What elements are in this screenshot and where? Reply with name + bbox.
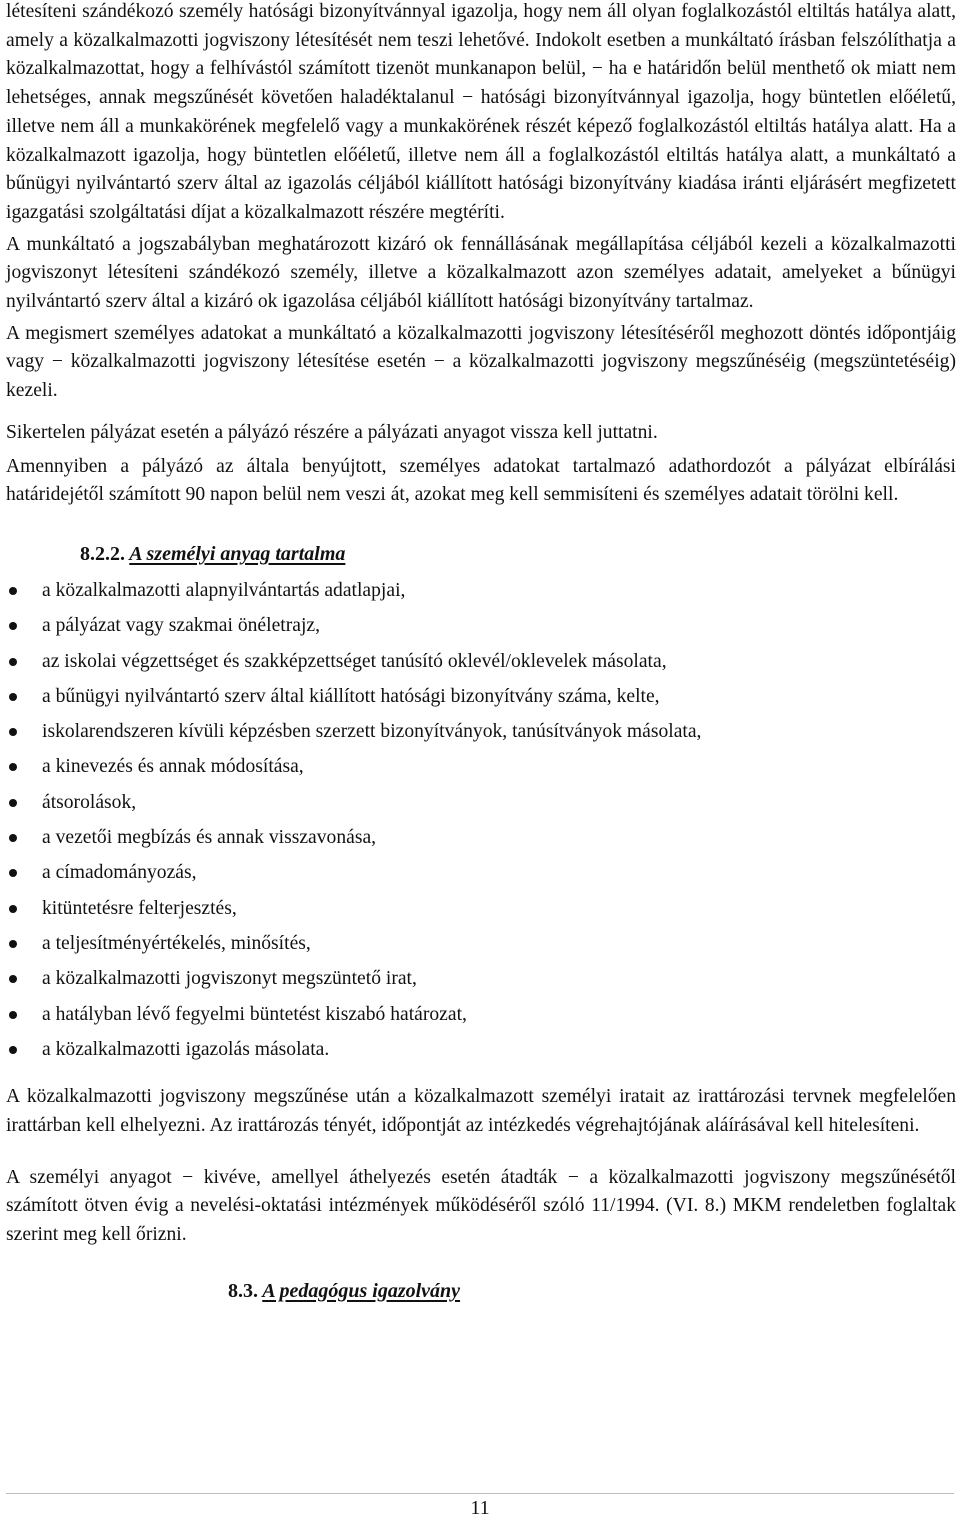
bullet-icon	[9, 975, 17, 983]
bullet-icon	[9, 799, 17, 807]
page-number: 11	[470, 1497, 490, 1519]
bullet-icon	[9, 763, 17, 771]
list-item	[6, 961, 956, 996]
list-item-text: az iskolai végzettséget és szakképzettséget tanúsító oklevél/oklevelek másolata,	[42, 650, 667, 672]
list-item-text: a kinevezés és annak módosítása,	[42, 756, 304, 778]
list-item	[6, 997, 956, 1032]
list-item	[6, 785, 956, 820]
bullet-icon	[9, 905, 17, 913]
section-title: A személyi anyag tartalma	[129, 542, 346, 565]
list-item-text: iskolarendszeren kívüli képzésben szerzett bizonyítványok, tanúsítványok másolata,	[42, 721, 702, 743]
list-item-text: kitüntetésre felterjesztés,	[42, 897, 237, 919]
paragraph-unsuccessful-application: Sikertelen pályázat esetén a pályázó részére a pályázati anyagot vissza kell juttatni.	[6, 421, 658, 443]
list-item	[6, 855, 956, 890]
bullet-icon	[9, 869, 17, 877]
personnel-file-contents-list	[6, 573, 956, 1067]
list-item	[6, 679, 956, 714]
list-item-text: a bűnügyi nyilvántartó szerv által kiállított hatósági bizonyítvány száma, kelte,	[42, 685, 660, 707]
paragraph-archiving-after-termination: A közalkalmazotti jogviszony megszűnése után a közalkalmazott személyi iratait az irattározási tervnek megfelelően irattárban kell elhelyezni. Az irattározás tényét, időpontját az intézkedés végrehajtójának aláírásával kell hitelesíteni.	[6, 1086, 956, 1136]
list-item-text: a teljesítményértékelés, minősítés,	[42, 932, 311, 954]
document-page	[6, 0, 956, 1305]
section-heading-8-2-2	[80, 540, 956, 568]
list-item-text: a vezetői megbízás és annak visszavonása,	[42, 827, 377, 849]
section-number: 8.2.2.	[80, 542, 125, 565]
bullet-icon	[9, 728, 17, 736]
bullet-icon	[9, 834, 17, 842]
list-item-text: a közalkalmazotti igazolás másolata.	[42, 1038, 330, 1060]
paragraph-data-retention-period: A megismert személyes adatokat a munkáltató a közalkalmazotti jogviszony létesítéséről meghozott döntés időpontjáig vagy − közalkalmazotti jogviszony létesítése esetén − a közalkalmazotti jogviszony megszűnéséig (megszüntetéséig) kezeli.	[6, 322, 956, 402]
list-item	[6, 573, 956, 608]
list-item	[6, 1032, 956, 1067]
bullet-icon	[9, 658, 17, 666]
bullet-icon	[9, 693, 17, 701]
list-item-text: átsorolások,	[42, 791, 137, 813]
list-item-text: a címadományozás,	[42, 862, 197, 884]
list-item	[6, 891, 956, 926]
list-item	[6, 608, 956, 643]
bullet-icon	[9, 940, 17, 948]
bullet-icon	[9, 1011, 17, 1019]
list-item-text: a közalkalmazotti alapnyilvántartás adatlapjai,	[42, 579, 406, 601]
list-item	[6, 749, 956, 784]
paragraph-fifty-year-retention: A személyi anyagot − kivéve, amellyel áthelyezés esetén átadták − a közalkalmazotti jogviszony megszűnésétől számított ötven évig a nevelési-oktatási intézmények működéséről szóló 11/1994. (VI. 8.) MKM rendeletben foglaltak szerint meg kell őrizni.	[6, 1166, 956, 1245]
bullet-icon	[9, 587, 17, 595]
list-item	[6, 820, 956, 855]
footer-divider	[6, 1493, 954, 1494]
paragraph-criminal-record-verification: létesíteni szándékozó személy hatósági bizonyítvánnyal igazolja, hogy nem áll olyan foglalkozástól eltiltás hatálya alatt, amely a közalkalmazotti jogviszony létesítését nem teszi lehetővé. Indokolt esetben a munkáltató írásban felszólíthatja a közalkalmazottat, hogy a felhívástól számított tizenöt munkanapon belül, − ha e határidőn belül menthető ok miatt nem lehetséges, annak megszűnését követően haladéktalanul − hatósági bizonyítvánnyal igazolja, hogy büntetlen előéletű, illetve nem áll a munkakörének megfelelő vagy a munkakörének részét képező foglalkozástól eltiltás hatálya alatt. Ha a közalkalmazott igazolja, hogy büntetlen előéletű, illetve nem áll a foglalkozástól eltiltás hatálya alatt, a munkáltató a bűnügyi nyilvántartó szerv által az igazolás céljából kiállított hatósági bizonyítvány kiadása iránti eljárásért megfizetett igazgatási szolgáltatási díjat a közalkalmazott részére megtéríti.	[6, 1, 956, 223]
paragraph-data-handling-purpose: A munkáltató a jogszabályban meghatározott kizáró ok fennállásának megállapítása céljából kezeli a közalkalmazotti jogviszonyt létesíteni szándékozó személy, illetve a közalkalmazott azon személyes adatait, amelyeket a bűnügyi nyilvántartó szerv által a kizáró ok igazolása céljából kiállított hatósági bizonyítvány tartalmaz.	[6, 233, 956, 313]
list-item-text: a közalkalmazotti jogviszonyt megszüntető irat,	[42, 968, 417, 990]
section-heading-8-3	[228, 1277, 956, 1305]
paragraph-data-carrier-destruction: Amennyiben a pályázó az általa benyújtott, személyes adatokat tartalmazó adathordozót a pályázat elbírálási határidejétől számított 90 napon belül nem veszi át, azokat meg kell semmisíteni és személyes adatait törölni kell.	[6, 455, 956, 506]
list-item	[6, 714, 956, 749]
list-item-text: a pályázat vagy szakmai önéletrajz,	[42, 615, 320, 637]
bullet-icon	[9, 622, 17, 630]
list-item	[6, 644, 956, 679]
list-item-text: a hatályban lévő fegyelmi büntetést kiszabó határozat,	[42, 1003, 467, 1025]
list-item	[6, 926, 956, 961]
section-title: A pedagógus igazolvány	[262, 1279, 461, 1302]
section-number: 8.3.	[228, 1279, 258, 1302]
bullet-icon	[9, 1046, 17, 1054]
